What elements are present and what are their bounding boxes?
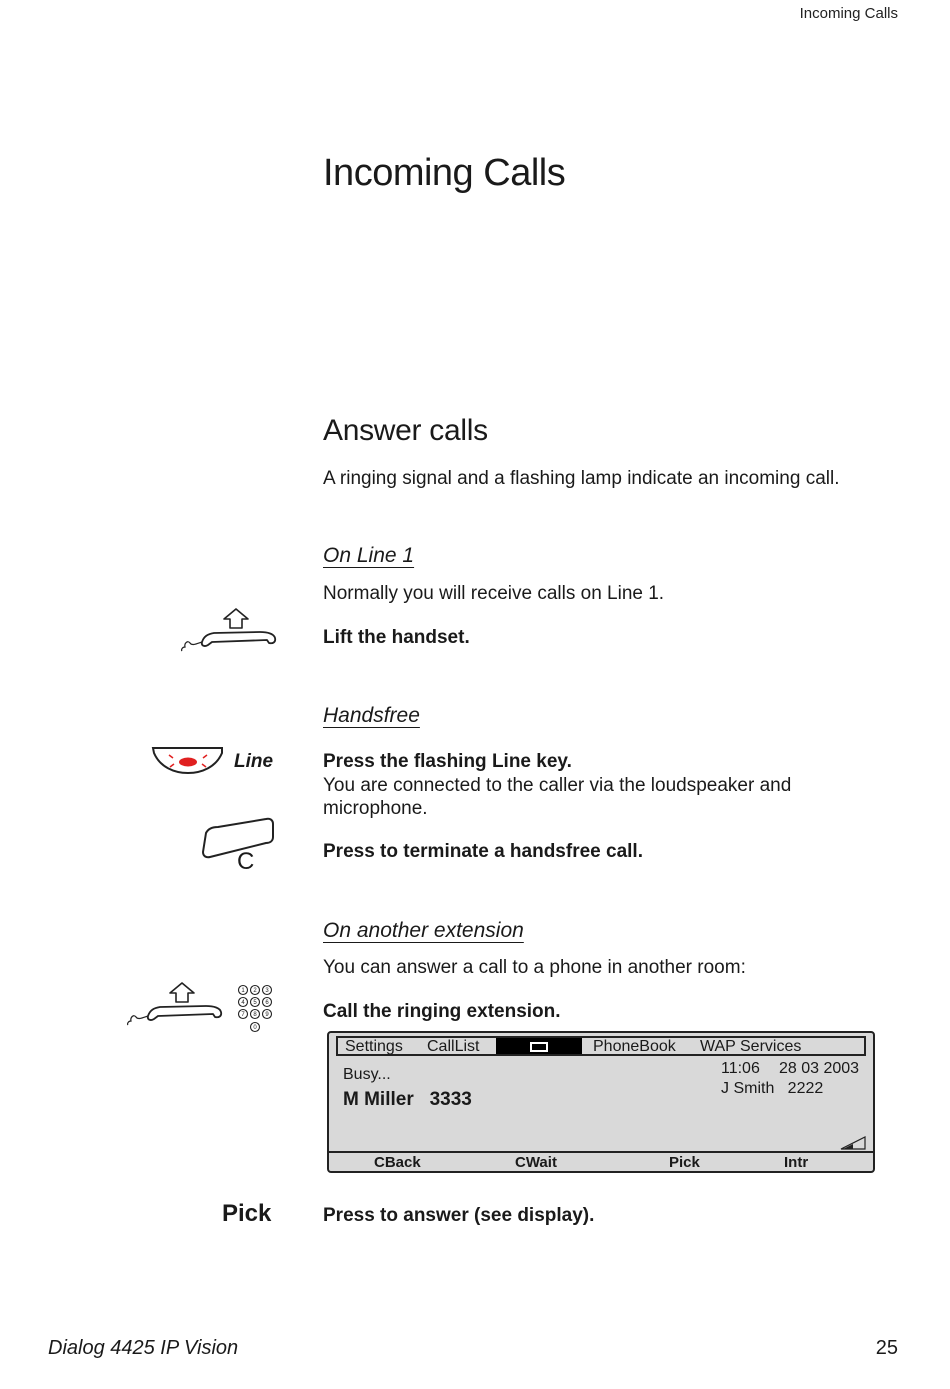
svg-text:4: 4	[241, 1000, 245, 1006]
handset-lift-icon	[178, 606, 278, 652]
flashing-line-key-icon	[150, 745, 226, 777]
terminate-step: Press to terminate a handsfree call.	[323, 841, 643, 862]
svg-text:1: 1	[241, 988, 245, 994]
chapter-title: Incoming Calls	[323, 152, 566, 194]
handset-lift-icon	[124, 980, 224, 1026]
svg-text:5: 5	[253, 1000, 257, 1006]
page-number: 25	[875, 1337, 898, 1359]
pick-step: Press to answer (see display).	[323, 1205, 595, 1226]
display-date: 28 03 2003	[779, 1060, 860, 1077]
softkey-intr[interactable]: Intr	[784, 1154, 809, 1171]
softkey-cwait[interactable]: CWait	[515, 1154, 557, 1171]
svg-text:2: 2	[253, 988, 257, 994]
line1-text: Normally you will receive calls on Line 1.	[323, 583, 665, 604]
line1-heading: On Line 1	[323, 544, 415, 567]
menu-item-settings[interactable]: Settings	[345, 1038, 403, 1055]
menu-item-selected[interactable]	[496, 1038, 582, 1054]
extension-text: You can answer a call to a phone in another room:	[323, 957, 746, 978]
display-caller: M Miller 3333	[343, 1089, 472, 1110]
pick-key-label: Pick	[222, 1200, 272, 1227]
running-header: Incoming Calls	[799, 5, 898, 22]
svg-text:3: 3	[265, 988, 269, 994]
section-intro: A ringing signal and a flashing lamp indicate an incoming call.	[323, 468, 840, 489]
svg-text:0: 0	[253, 1025, 257, 1031]
display-time: 11:06	[721, 1060, 760, 1077]
menu-item-phonebook[interactable]: PhoneBook	[593, 1038, 676, 1055]
menu-item-wap-services[interactable]: WAP Services	[700, 1038, 802, 1055]
softkey-bar	[329, 1151, 873, 1171]
handsfree-step-detail: You are connected to the caller via the loudspeaker and microphone.	[323, 775, 792, 819]
display-own-name: J Smith 2222	[721, 1080, 824, 1097]
section-title: Answer calls	[323, 414, 488, 447]
line-key-label: Line	[234, 751, 274, 772]
extension-heading: On another extension	[323, 919, 524, 942]
menu-item-calllist[interactable]: CallList	[427, 1038, 480, 1055]
handsfree-step: Press the flashing Line key.	[323, 751, 572, 772]
svg-text:9: 9	[265, 1012, 269, 1018]
display-menu-bar	[336, 1036, 866, 1056]
svg-text:6: 6	[265, 1000, 269, 1006]
keypad-icon	[236, 983, 276, 1037]
menu-selected-icon	[530, 1042, 548, 1052]
display-status: Busy...	[343, 1066, 391, 1083]
svg-text:7: 7	[241, 1012, 245, 1018]
handsfree-heading: Handsfree	[323, 704, 420, 727]
extension-step: Call the ringing extension.	[323, 1001, 561, 1022]
softkey-cback[interactable]: CBack	[374, 1154, 421, 1171]
softkey-pick[interactable]: Pick	[669, 1154, 700, 1171]
clear-key-label: C	[237, 848, 255, 875]
signal-strength-icon	[839, 1135, 867, 1151]
line1-step: Lift the handset.	[323, 627, 470, 648]
footer-product: Dialog 4425 IP Vision	[48, 1337, 239, 1359]
svg-text:8: 8	[253, 1012, 257, 1018]
phone-display	[327, 1031, 875, 1173]
